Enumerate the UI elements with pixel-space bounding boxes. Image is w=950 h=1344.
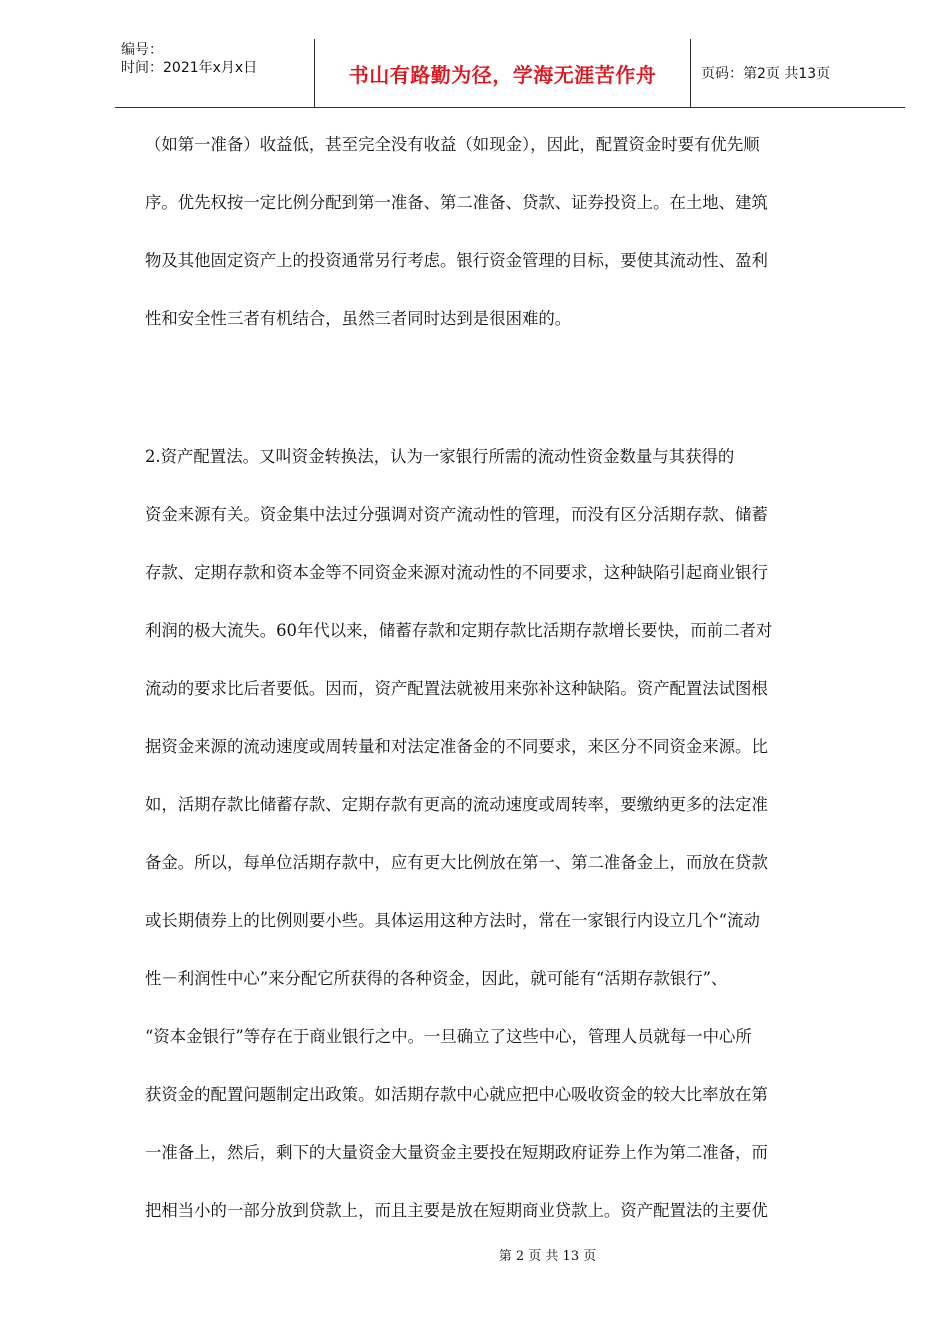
body-text-line: （如第一准备）收益低，甚至完全没有收益（如现金），因此，配置资金时要有优先顺 (145, 135, 760, 154)
document-time-label: 时间：2021年x月x日 (121, 60, 258, 76)
body-text-line: 把相当小的一部分放到贷款上，而且主要是放在短期商业贷款上。资产配置法的主要优 (145, 1201, 768, 1220)
body-text-line: 序。优先权按一定比例分配到第一准备、第二准备、贷款、证券投资上。在土地、建筑 (145, 193, 768, 212)
header-slogan: 书山有路勤为径，学海无涯苦作舟 (348, 62, 657, 87)
body-text-line: 据资金来源的流动速度或周转量和对法定准备金的不同要求，来区分不同资金来源。比 (145, 737, 768, 756)
body-text-line: 存款、定期存款和资本金等不同资金来源对流动性的不同要求，这种缺陷引起商业银行 (145, 563, 768, 582)
header-slogan-cell (315, 39, 691, 107)
body-text-line: 物及其他固定资产上的投资通常另行考虑。银行资金管理的目标，要使其流动性、盈利 (145, 251, 768, 270)
body-text-line: 性和安全性三者有机结合，虽然三者同时达到是很困难的。 (145, 309, 572, 328)
body-text-line: 获资金的配置问题制定出政策。如活期存款中心就应把中心吸收资金的较大比率放在第 (145, 1085, 768, 1104)
footer-page-number: 第 2 页 共 13 页 (498, 1249, 597, 1264)
body-text-line: 如，活期存款比储蓄存款、定期存款有更高的流动速度或周转率，要缴纳更多的法定准 (145, 795, 768, 814)
body-text-line: 2.资产配置法。又叫资金转换法，认为一家银行所需的流动性资金数量与其获得的 (145, 447, 735, 466)
body-text-line: 备金。所以，每单位活期存款中，应有更大比例放在第一、第二准备金上，而放在贷款 (145, 853, 768, 872)
body-text-line: “资本金银行”等存在于商业银行之中。一旦确立了这些中心，管理人员就每一中心所 (145, 1027, 752, 1046)
body-text-line: 或长期债券上的比例则要小些。具体运用这种方法时，常在一家银行内设立几个“流动 (145, 911, 760, 930)
body-text-line: 资金来源有关。资金集中法过分强调对资产流动性的管理，而没有区分活期存款、储蓄 (145, 505, 768, 524)
body-text-line: 利润的极大流失。60年代以来，储蓄存款和定期存款比活期存款增长要快，而前二者对 (145, 621, 773, 640)
body-text-line: 性－利润性中心”来分配它所获得的各种资金，因此，就可能有“活期存款银行”、 (145, 969, 728, 988)
header-page-info: 页码：第2页 共13页 (701, 66, 831, 82)
page-footer (0, 1245, 950, 1264)
document-header (115, 39, 905, 108)
header-meta (115, 39, 315, 107)
body-text-line: 一准备上，然后，剩下的大量资金大量资金主要投在短期政府证券上作为第二准备，而 (145, 1143, 768, 1162)
document-number-label: 编号： (121, 42, 163, 58)
body-text-line: 流动的要求比后者要低。因而，资产配置法就被用来弥补这种缺陷。资产配置法试图根 (145, 679, 768, 698)
